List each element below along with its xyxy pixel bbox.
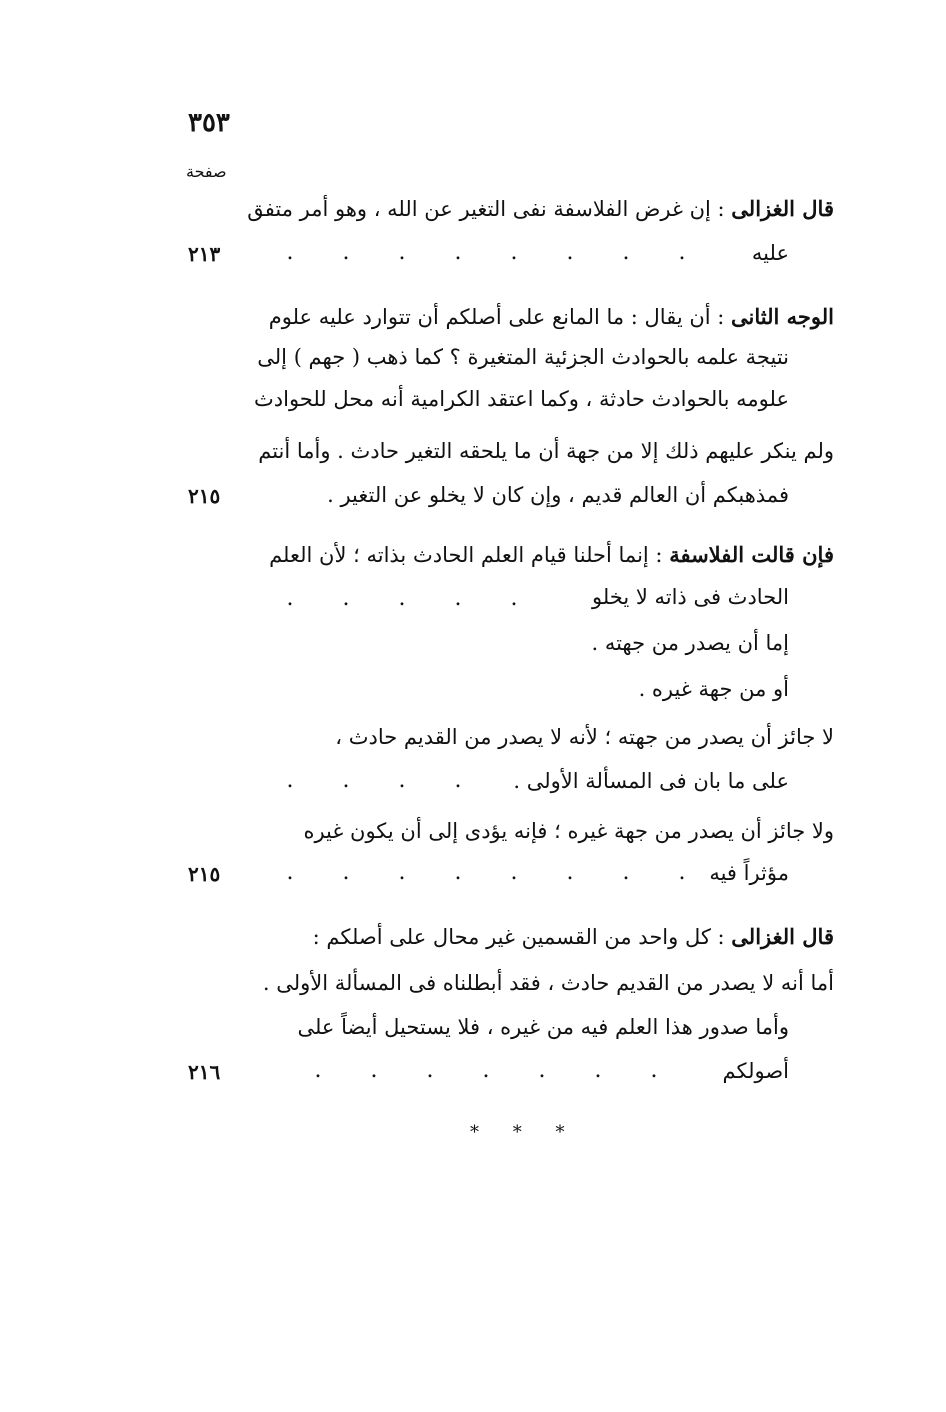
line-text: : أن يقال : ما المانع على أصلكم أن تتوارد عليه علوم bbox=[268, 305, 725, 329]
entry-line: ولا جائز أن يصدر من جهة غيره ؛ فإنه يؤدى إلى أن يكون غيره bbox=[303, 819, 834, 843]
section-separator: * * * bbox=[470, 1122, 579, 1143]
line-text: : إنما أحلنا قيام العلم الحادث بذاته ؛ لأن العلم bbox=[269, 543, 663, 567]
leader-dots: . . . . . bbox=[286, 586, 518, 611]
entry-line: أما أنه لا يصدر من القديم حادث ، فقد أبطلناه فى المسألة الأولى . bbox=[262, 971, 834, 995]
line-text: : كل واحد من القسمين غير محال على أصلكم : bbox=[312, 925, 725, 949]
leader-dots: . . . . . . . bbox=[314, 1058, 658, 1083]
page-reference: ٢١٥ bbox=[188, 484, 221, 508]
entry-line: ولم ينكر عليهم ذلك إلا من جهة أن ما يلحقه التغير حادث . وأما أنتم bbox=[258, 439, 834, 463]
speaker-label: فإن قالت الفلاسفة bbox=[669, 542, 834, 567]
page-reference: ٢١٦ bbox=[188, 1060, 221, 1084]
entry-line: فمذهبكم أن العالم قديم ، وإن كان لا يخلو عن التغير . bbox=[327, 483, 789, 507]
leader-dots: . . . . . . . . bbox=[286, 240, 686, 265]
entry-line: عليه bbox=[751, 241, 789, 265]
entry-line bbox=[247, 194, 834, 224]
entry-line: وأما صدور هذا العلم فيه من غيره ، فلا يستحيل أيضاً على bbox=[297, 1015, 789, 1039]
page-reference: ٢١٣ bbox=[188, 242, 221, 266]
entry-line: أصولكم bbox=[722, 1059, 789, 1083]
speaker-label: قال الغزالى bbox=[731, 924, 834, 949]
page-column-label: صفحة bbox=[186, 162, 227, 181]
entry-line: إما أن يصدر من جهته . bbox=[591, 631, 789, 655]
entry-line: على ما بان فى المسألة الأولى . bbox=[513, 769, 789, 793]
speaker-label: الوجه الثانى bbox=[731, 304, 834, 329]
entry-line bbox=[313, 922, 834, 952]
entry-line bbox=[269, 302, 834, 332]
entry-line: لا جائز أن يصدر من جهته ؛ لأنه لا يصدر من القديم حادث ، bbox=[335, 725, 834, 749]
page-reference: ٢١٥ bbox=[188, 862, 221, 886]
entry-line: أو من جهة غيره . bbox=[638, 677, 789, 701]
leader-dots: . . . . bbox=[286, 768, 462, 793]
entry-line bbox=[269, 540, 834, 570]
entry-line: نتيجة علمه بالحوادث الجزئية المتغيرة ؟ كما ذهب ( جهم ) إلى bbox=[257, 345, 789, 369]
entry-line: علومه بالحوادث حادثة ، وكما اعتقد الكرامية أنه محل للحوادث bbox=[253, 387, 789, 411]
page-number: ٣٥٣ bbox=[188, 108, 230, 138]
line-text: : إن غرض الفلاسفة نفى التغير عن الله ، وهو أمر متفق bbox=[247, 197, 725, 221]
speaker-label: قال الغزالى bbox=[731, 196, 834, 221]
entry-line: الحادث فى ذاته لا يخلو bbox=[591, 585, 789, 609]
leader-dots: . . . . . . . . bbox=[286, 860, 686, 885]
entry-line: مؤثراً فيه bbox=[709, 861, 789, 885]
